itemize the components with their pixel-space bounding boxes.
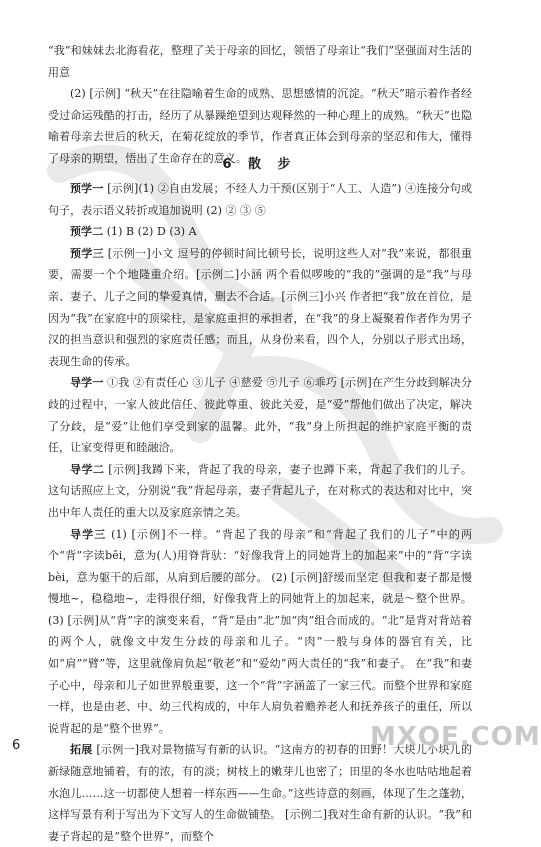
answer-paragraph — [48, 524, 472, 740]
answer-label: 预学二 — [70, 225, 104, 239]
answer-paragraph — [48, 243, 472, 373]
section-title: 6 散 步 — [222, 157, 297, 172]
answer-continuation — [48, 40, 472, 170]
answer-paragraph — [48, 459, 472, 524]
answer-text: (1) [示例]不一样。“背起了我的母亲”和“背起了我们的儿子”中的两个“背”字读bēi，意为(人)用脊背驮：“好像我背上的同她背上的加起来”中的“背”字读bèi，意为躯干的后部，从肩到后腰的部分。 (2) [示例]舒缓而坚定 但我和妻子都是慢慢地~，稳稳地~，走得很仔细，好像我背上的同她背上的加起来，就是～整个世界。 (3) [示例]从“背”字的演变来看，“背”是由“北”加“肉”组合而成的。“北”是背对背站着的两个人，就像文中发生分歧的母亲和儿子。“肉”一般与身体的器官有关，比如“肩”“臂”等，这里就像肩负起“敬老”和“爱幼”两大责任的“我”和妻子。 在“我”和妻子心中，母亲和儿子如世界般重要，这一个“背”字涵盖了一家三代。而整个世界和家庭一样，也是由老、中、幼三代构成的，中年人肩负着赡养老人和抚养孩子的重任，所以说背起的是“整个世界”。 — [48, 527, 473, 735]
answer-label: 预学一 — [70, 182, 104, 195]
continuation-paragraph: (2) [示例] “秋天”在往隐喻着生命的成熟、思想感情的沉淀。“秋天”暗示着作者经受过命运残酷的打击，经历了从暴躁绝望到达观释然的一种心理上的成熟。“秋天”也隐喻着母亲去世后的秋天，在菊花绽放的季节，作者真正体会到母亲的坚忍和伟大，懂得了母亲的期望，悟出了生命存在的意义。 — [48, 87, 472, 165]
answer-paragraph — [48, 372, 472, 458]
answer-paragraph — [48, 739, 472, 847]
answer-text: ①我 ②有责任心 ③儿子 ④慈爱 ⑤儿子 ⑥乖巧 [示例]在产生分歧到解决分歧的过程中，一家人彼此信任、彼此尊重、彼此关爱，是“爱”帮他们做出了决定，解决了分歧，是“爱”让他们享受到家的温馨。此外，“我”身上所担起的维护家庭平衡的责任，让家变得更和睦融洽。 — [48, 376, 472, 455]
answer-label: 预学三 — [70, 246, 104, 260]
answer-text: [示例](1) ②自由发展；不经人力干预(区别于“人工、人造”) ④连接分句或句子，表示语义转折或追加说明 (2) ② ③ ⑤ — [48, 182, 472, 217]
watermark-logo: MXQE.COM — [370, 722, 541, 752]
answer-label: 导学一 — [70, 376, 104, 390]
answer-text: [示例一]小文 逗号的停顿时间比顿号长，说明这些人对“我”来说，都很重要，需要一个个地隆重介绍。[示例二]小涵 两个看似啰唆的“我的”强调的是“我”与母亲、妻子、儿子之间的挚爱真情，删去不合适。[示例三]小兴 作者把“我”放在首位，是因为“我”在家庭中的顶梁柱，是家庭重担的承担者，在“我”的身上凝聚着作者作为男子汉的担当意识和强烈的家庭责任感；而且，从身份来看，四个人，分别以子形式出场，表现生命的传承。 — [48, 246, 473, 368]
answer-text: (1) B (2) D (3) A — [106, 225, 197, 239]
continuation-line: “我”和妹妹去北海看花，整理了关于母亲的回忆，领悟了母亲让“我们”坚强面对生活的用意 — [48, 44, 472, 79]
answer-label: 导学二 — [70, 462, 105, 476]
answer-paragraph — [48, 221, 472, 243]
answer-paragraph — [48, 178, 472, 221]
answer-text: [示例一]我对景物描写有新的认识。“这南方的初春的田野！大块儿小块儿的新绿随意地铺着，有的浓，有的淡；树枝上的嫩芽儿也密了；田里的冬水也咕咕地起着水泡儿……这一切都使人想着一样东西——生命。”这些诗意的刻画，体现了生之蓬勃，这样写景有利于写出为下文写人的生命做铺垫。 [示例二]我对生命有新的认识。“我”和妻子背起的是“整个世界”，而整个 — [48, 743, 472, 843]
page-number: 6 — [12, 738, 21, 753]
answer-text: [示例]我蹲下来，背起了我的母亲，妻子也蹲下来，背起了我们的儿子。 这句话照应上文，分别说“我”背起母亲，妻子背起儿子，在对称式的表达和对比中，突出中年人责任的重大以及家庭亲情之美。 — [48, 462, 472, 519]
answer-label: 导学三 — [70, 527, 107, 541]
answer-label: 拓展 — [70, 743, 93, 757]
